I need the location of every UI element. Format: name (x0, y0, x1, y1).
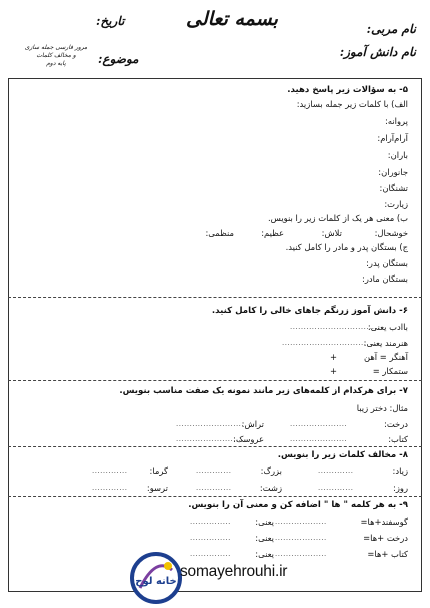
q5-word-4: جانوران: (378, 167, 408, 177)
q9-item-1: گوسفند+ها= (360, 517, 408, 527)
q9-blank[interactable]: ............... (190, 534, 231, 542)
q9-blank[interactable]: ................... (275, 550, 327, 558)
section-divider (8, 380, 422, 381)
khaneh-lowh-logo-icon (130, 552, 182, 604)
section-divider (8, 496, 422, 497)
q5-part-c: ج) بستگان پدر و مادر را کامل کنید. (285, 242, 408, 252)
q6-item-3: آهنگر = آهن (364, 352, 408, 362)
section-divider (8, 446, 422, 447)
teacher-name-label: نام مربی: (366, 22, 416, 36)
q6-plus-1: + (330, 352, 338, 362)
q8-blank[interactable]: ............. (318, 467, 354, 475)
subject-line-3: پایه دوم (46, 60, 66, 67)
q7-blank-r1[interactable]: ..................... (290, 420, 348, 428)
q7-item-right-1: درخت: (384, 419, 408, 429)
q9-meaning-1: یعنی: (255, 517, 274, 527)
q5-b-item-2: تلاش: (321, 228, 342, 238)
q9-blank[interactable]: ................... (275, 518, 327, 526)
q5-c-item-1: بستگان پدر: (366, 258, 408, 268)
q6-plus-2: + (330, 366, 338, 376)
q7-blank-l1[interactable]: ......................... (176, 420, 245, 428)
q5-b-item-3: عظیم: (261, 228, 284, 238)
q5-part-a: الف) با کلمات زیر جمله بسازید: (296, 99, 408, 109)
q8-row1-item-1: زیاد: (392, 466, 408, 476)
date-label: تاریخ: (96, 14, 125, 28)
q9-meaning-2: یعنی: (255, 533, 274, 543)
q9-title: ۹- به هر کلمه " ها " اضافه کن و معنی آن را بنویس. (188, 500, 408, 510)
subject-value (22, 44, 90, 68)
q7-title: ۷- برای هرکدام از کلمه‌های زیر مانند نمونه یک صفت مناسب بنویس. (119, 386, 408, 396)
subject-label: موضوع: (98, 52, 139, 66)
q8-blank[interactable]: ............. (318, 484, 354, 492)
q5-title: ۵- به سؤالات زیر پاسخ دهید. (287, 85, 408, 95)
q6-title: ۶- دانش آموز زرنگم جاهای خالی را کامل کنید. (211, 306, 408, 316)
site-url: somayehrouhi.ir (180, 563, 288, 580)
q9-blank[interactable]: ................... (275, 534, 327, 542)
q7-blank-l2[interactable]: ......................... (176, 435, 245, 443)
q8-row1-item-3: گرما: (149, 466, 168, 476)
q7-item-left-1: تراش: (241, 419, 264, 429)
q5-b-item-1: خوشحال: (374, 228, 408, 238)
q8-row2-item-3: ترسو: (146, 483, 168, 493)
subject-line-1: مرور فارسی جمله سازی (24, 44, 88, 51)
q8-blank[interactable]: ............. (92, 467, 128, 475)
q8-blank[interactable]: ............. (196, 484, 232, 492)
q6-blank-2[interactable]: ................................... (282, 339, 378, 347)
logo-text: خانه لوح (135, 576, 177, 587)
student-name-label: نام دانش آموز: (339, 45, 416, 59)
q5-word-5: تشنگان: (379, 183, 408, 193)
q6-item-1: باادب یعنی: (367, 322, 408, 332)
subject-line-2: و مخالف کلمات (36, 52, 76, 59)
q6-item-4: ستمکار = (372, 366, 408, 376)
q5-word-1: پروانه: (385, 116, 408, 126)
q7-example: مثال: دختر زیبا (356, 403, 408, 413)
q8-row1-item-2: بزرگ: (260, 466, 282, 476)
q8-blank[interactable]: ............. (196, 467, 232, 475)
q5-b-item-4: منظمی: (205, 228, 234, 238)
q9-item-2: درخت +ها= (363, 533, 408, 543)
q5-word-2: آرام‌آرام: (377, 133, 408, 143)
bismillah-title: بسمه تعالی (186, 8, 278, 30)
q5-c-item-2: بستگان مادر: (362, 274, 408, 284)
q7-item-left-2: عروسک: (233, 434, 264, 444)
q9-item-3: کتاب +ها= (367, 549, 408, 559)
q5-word-3: باران: (387, 150, 408, 160)
q8-row2-item-1: روز: (393, 483, 408, 493)
q6-item-2: هنرمند یعنی: (363, 338, 408, 348)
q9-blank[interactable]: ............... (190, 518, 231, 526)
q8-blank[interactable]: ............. (92, 484, 128, 492)
q8-row2-item-2: زشت: (259, 483, 282, 493)
q8-title: ۸- مخالف کلمات زیر را بنویس. (277, 450, 408, 460)
logo-star (164, 562, 172, 570)
section-divider (8, 297, 422, 298)
worksheet-frame (8, 78, 422, 592)
q5-word-6: زیارت: (384, 199, 408, 209)
q9-blank[interactable]: ............... (190, 550, 231, 558)
q7-blank-r2[interactable]: ..................... (290, 435, 348, 443)
q6-blank-1[interactable]: ................................. (290, 323, 380, 331)
q5-part-b: ب) معنی هر یک از کلمات زیر را بنویس. (268, 213, 408, 223)
q7-item-right-2: کتاب: (388, 434, 408, 444)
q9-meaning-3: یعنی: (255, 549, 274, 559)
